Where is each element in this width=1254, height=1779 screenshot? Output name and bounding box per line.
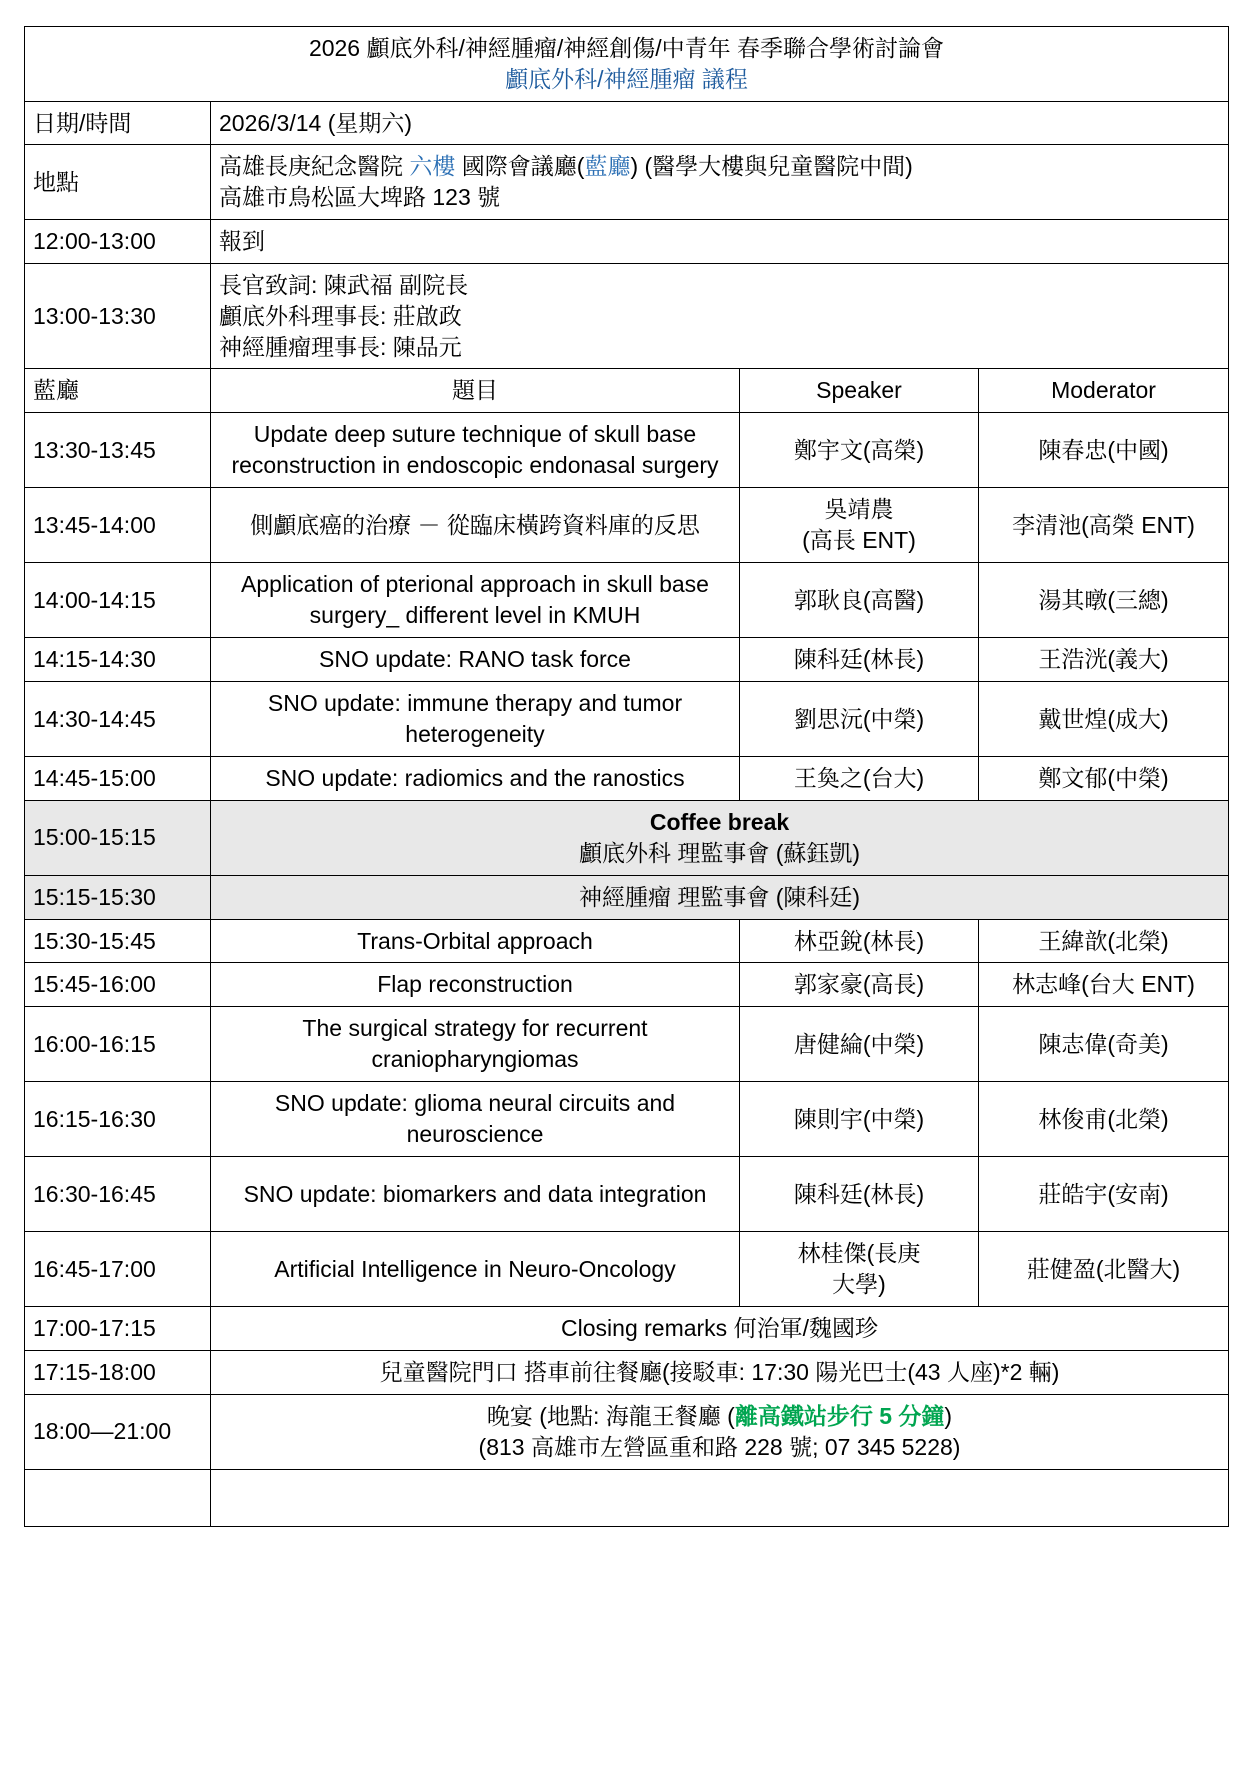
table-row-empty (25, 1469, 1229, 1526)
column-header-speaker: Speaker (740, 369, 979, 413)
break-subtitle: 神經腫瘤 理監事會 (陳科廷) (578, 883, 861, 910)
session-time: 16:45-17:00 (25, 1232, 211, 1307)
session-time: 14:15-14:30 (25, 638, 211, 682)
session-topic: The surgical strategy for recurrent craniopharyngiomas (211, 1007, 740, 1082)
session-speaker-name: 吳靖農 (824, 496, 894, 523)
table-row (25, 919, 1229, 963)
session-speaker: 郭耿良(高醫) (740, 563, 979, 638)
session-speaker-affiliation: (高長 ENT) (802, 527, 916, 554)
session-moderator: 戴世煌(成大) (979, 681, 1229, 756)
table-row-registration (25, 220, 1229, 264)
session-moderator: 李清池(高榮 ENT) (979, 488, 1229, 563)
dinner-paren-close: ) (944, 1403, 953, 1429)
session-topic: SNO update: RANO task force (211, 638, 740, 682)
session-speaker-affiliation: 大學) (832, 1271, 886, 1298)
table-row-venue (25, 145, 1229, 220)
table-row-closing (25, 1307, 1229, 1351)
session-moderator: 湯其暾(三總) (979, 563, 1229, 638)
table-row-date (25, 101, 1229, 145)
table-row (25, 413, 1229, 488)
date-label: 日期/時間 (25, 101, 211, 145)
session-speaker: 林亞銳(林長) (740, 919, 979, 963)
session-speaker: 唐健綸(中榮) (740, 1007, 979, 1082)
opening-time: 13:00-13:30 (25, 263, 211, 368)
session-speaker: 陳科廷(林長) (740, 1157, 979, 1232)
agenda-table (24, 26, 1229, 1527)
session-speaker (740, 488, 979, 563)
session-topic: Update deep suture technique of skull base reconstruction in endoscopic endonasal surgery (211, 413, 740, 488)
session-time: 14:00-14:15 (25, 563, 211, 638)
break-subtitle: 顱底外科 理監事會 (蘇鈺凱) (578, 839, 861, 866)
session-moderator: 莊健盈(北醫大) (979, 1232, 1229, 1307)
session-moderator: 陳春忠(中國) (979, 413, 1229, 488)
table-row-break (25, 800, 1229, 875)
break-title: Coffee break (649, 808, 790, 835)
table-row-dinner (25, 1394, 1229, 1469)
session-time: 14:45-15:00 (25, 756, 211, 800)
session-topic: Flap reconstruction (211, 963, 740, 1007)
table-row-break (25, 875, 1229, 919)
session-moderator: 鄭文郁(中榮) (979, 756, 1229, 800)
session-topic: SNO update: radiomics and the ranostics (211, 756, 740, 800)
session-time: 16:00-16:15 (25, 1007, 211, 1082)
break-content (211, 800, 1229, 875)
table-row-opening (25, 263, 1229, 368)
table-row (25, 1232, 1229, 1307)
venue-hospital: 高雄長庚紀念醫院 (219, 153, 403, 180)
table-row (25, 488, 1229, 563)
session-speaker: 郭家豪(高長) (740, 963, 979, 1007)
session-topic: 側顱底癌的治療 － 從臨床橫跨資料庫的反思 (211, 488, 740, 563)
session-time: 15:30-15:45 (25, 919, 211, 963)
session-speaker: 鄭宇文(高榮) (740, 413, 979, 488)
opening-line-2: 顱底外科理事長: 莊啟政 (219, 302, 462, 329)
table-row (25, 1082, 1229, 1157)
session-time: 13:45-14:00 (25, 488, 211, 563)
venue-hall-color: 藍廳 (584, 153, 631, 180)
closing-text: Closing remarks 何治軍/魏國珍 (211, 1307, 1229, 1351)
registration-time: 12:00-13:00 (25, 220, 211, 264)
session-moderator: 莊皓宇(安南) (979, 1157, 1229, 1232)
break-content (211, 875, 1229, 919)
session-topic: SNO update: immune therapy and tumor heterogeneity (211, 681, 740, 756)
dinner-text (211, 1394, 1229, 1469)
table-row (25, 638, 1229, 682)
break-time: 15:00-15:15 (25, 800, 211, 875)
column-header-topic: 題目 (211, 369, 740, 413)
session-time: 14:30-14:45 (25, 681, 211, 756)
dinner-line-2: (813 高雄市左營區重和路 228 號; 07 345 5228) (478, 1433, 961, 1460)
session-moderator: 林俊甫(北榮) (979, 1082, 1229, 1157)
session-topic: SNO update: biomarkers and data integration (211, 1157, 740, 1232)
session-topic: Application of pterional approach in skull base surgery_ different level in KMUH (211, 563, 740, 638)
venue-label: 地點 (25, 145, 211, 220)
opening-line-1: 長官致詞: 陳武福 副院長 (219, 271, 469, 298)
venue-paren-open: ( (576, 153, 585, 180)
session-moderator: 王緯歆(北榮) (979, 919, 1229, 963)
session-speaker: 陳則宇(中榮) (740, 1082, 979, 1157)
empty-cell-time (25, 1469, 211, 1526)
table-row (25, 756, 1229, 800)
registration-text: 報到 (211, 220, 1229, 264)
session-moderator: 林志峰(台大 ENT) (979, 963, 1229, 1007)
table-row (25, 1007, 1229, 1082)
session-time: 16:15-16:30 (25, 1082, 211, 1157)
session-moderator: 陳志偉(奇美) (979, 1007, 1229, 1082)
opening-text (211, 263, 1229, 368)
table-row-transport (25, 1351, 1229, 1395)
session-moderator: 王浩洸(義大) (979, 638, 1229, 682)
column-header-moderator: Moderator (979, 369, 1229, 413)
table-row-title (25, 27, 1229, 102)
closing-time: 17:00-17:15 (25, 1307, 211, 1351)
session-topic: SNO update: glioma neural circuits and neuroscience (211, 1082, 740, 1157)
session-speaker: 王奐之(台大) (740, 756, 979, 800)
venue-line-1 (219, 151, 1220, 182)
session-time: 13:30-13:45 (25, 413, 211, 488)
empty-cell-body (211, 1469, 1229, 1526)
venue-note: ) (醫學大樓與兒童醫院中間) (630, 153, 913, 180)
session-speaker (740, 1232, 979, 1307)
session-time: 16:30-16:45 (25, 1157, 211, 1232)
venue-floor: 六樓 (409, 153, 456, 180)
opening-line-3: 神經腫瘤理事長: 陳品元 (219, 333, 462, 360)
venue-line-2: 高雄市鳥松區大埤路 123 號 (219, 184, 501, 211)
table-row (25, 963, 1229, 1007)
dinner-time: 18:00—21:00 (25, 1394, 211, 1469)
break-time: 15:15-15:30 (25, 875, 211, 919)
dinner-highlight: 離高鐵站步行 5 分鐘 (734, 1403, 945, 1429)
table-row (25, 1157, 1229, 1232)
column-header-hall: 藍廳 (25, 369, 211, 413)
session-topic: Artificial Intelligence in Neuro-Oncology (211, 1232, 740, 1307)
title-line-1: 2026 顱底外科/神經腫瘤/神經創傷/中青年 春季聯合學術討論會 (308, 35, 945, 61)
venue-value (211, 145, 1229, 220)
date-value: 2026/3/14 (星期六) (211, 101, 1229, 145)
table-row (25, 563, 1229, 638)
session-speaker: 劉思沅(中榮) (740, 681, 979, 756)
table-header-row (25, 369, 1229, 413)
page-title (25, 27, 1229, 102)
dinner-venue: 晚宴 (地點: 海龍王餐廳 ( (486, 1403, 735, 1429)
transport-time: 17:15-18:00 (25, 1351, 211, 1395)
session-speaker: 陳科廷(林長) (740, 638, 979, 682)
title-line-2: 顱底外科/神經腫瘤 議程 (505, 65, 748, 92)
transport-text: 兒童醫院門口 搭車前往餐廳(接駁車: 17:30 陽光巴士(43 人座)*2 輛) (211, 1351, 1229, 1395)
venue-hall: 國際會議廳 (461, 153, 577, 180)
session-time: 15:45-16:00 (25, 963, 211, 1007)
session-speaker-name: 林桂傑(長庚 (797, 1240, 921, 1267)
table-row (25, 681, 1229, 756)
dinner-line-1 (219, 1401, 1220, 1432)
session-topic: Trans-Orbital approach (211, 919, 740, 963)
